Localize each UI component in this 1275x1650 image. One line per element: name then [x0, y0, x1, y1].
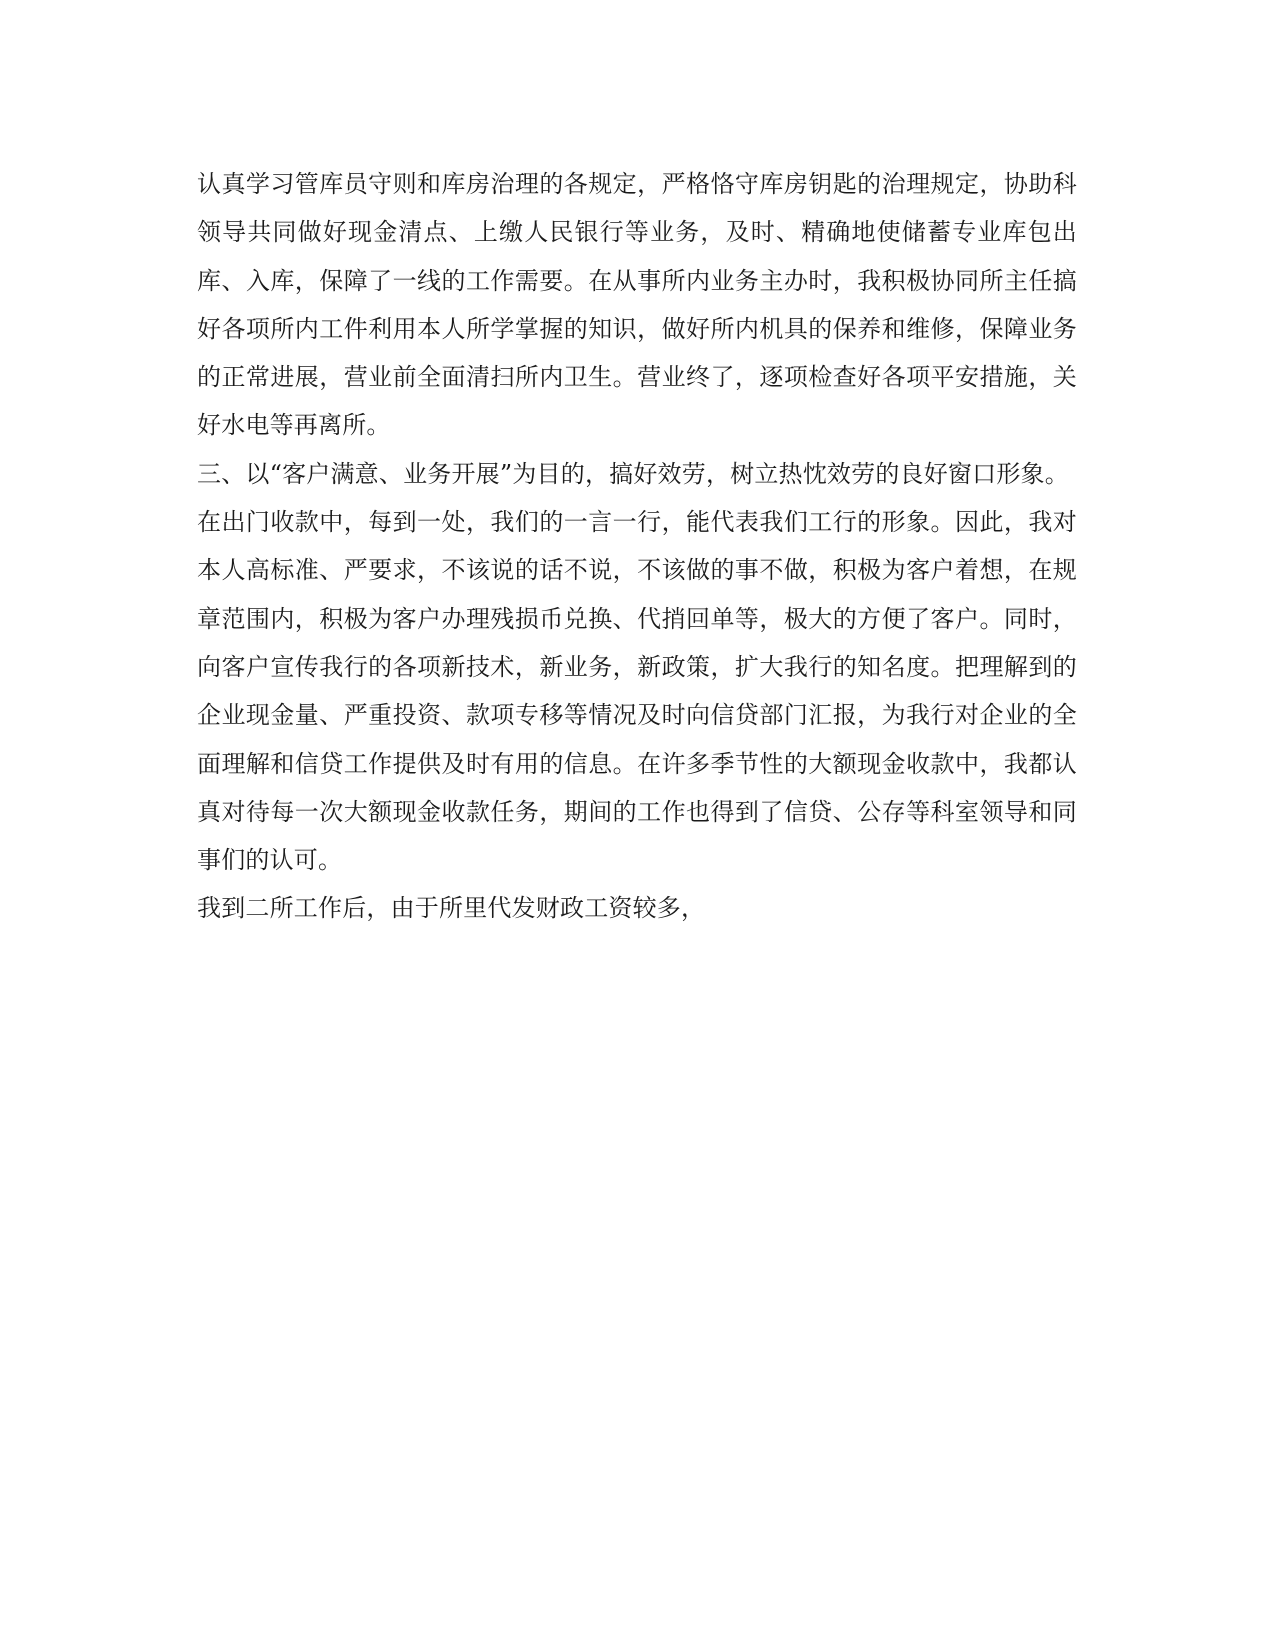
paragraph-4: 我到二所工作后，由于所里代发财政工资较多，: [197, 894, 706, 923]
document-body: [197, 160, 1077, 933]
paragraph-2-section-heading: 三、以“客户满意、业务开展”为目的，搞好效劳，树立热忱效劳的良好窗口形象。: [197, 459, 1069, 488]
paragraph-3: 在出门收款中，每到一处，我们的一言一行，能代表我们工行的形象。因此，我对本人高标准、严要求，不该说的话不说，不该做的事不做，积极为客户着想，在规章范围内，积极为客户办理残损币兑换、代捎回单等，极大的方便了客户。同时，向客户宣传我行的各项新技术，新业务，新政策，扩大我行的知名度。把理解到的企业现金量、严重投资、款项专移等情况及时向信贷部门汇报，为我行对企业的全面理解和信贷工作提供及时有用的信息。在许多季节性的大额现金收款中，我都认真对待每一次大额现金收款任务，期间的工作也得到了信贷、公存等科室领导和同事们的认可。: [197, 508, 1077, 875]
paragraph-1: 认真学习管库员守则和库房治理的各规定，严格恪守库房钥匙的治理规定，协助科领导共同做好现金清点、上缴人民银行等业务，及时、精确地使储蓄专业库包出库、入库，保障了一线的工作需要。在从事所内业务主办时，我积极协同所主任搞好各项所内工件利用本人所学掌握的知识，做好所内机具的保养和维修，保障业务的正常进展，营业前全面清扫所内卫生。营业终了，逐项检查好各项平安措施，关好水电等再离所。: [197, 170, 1077, 440]
